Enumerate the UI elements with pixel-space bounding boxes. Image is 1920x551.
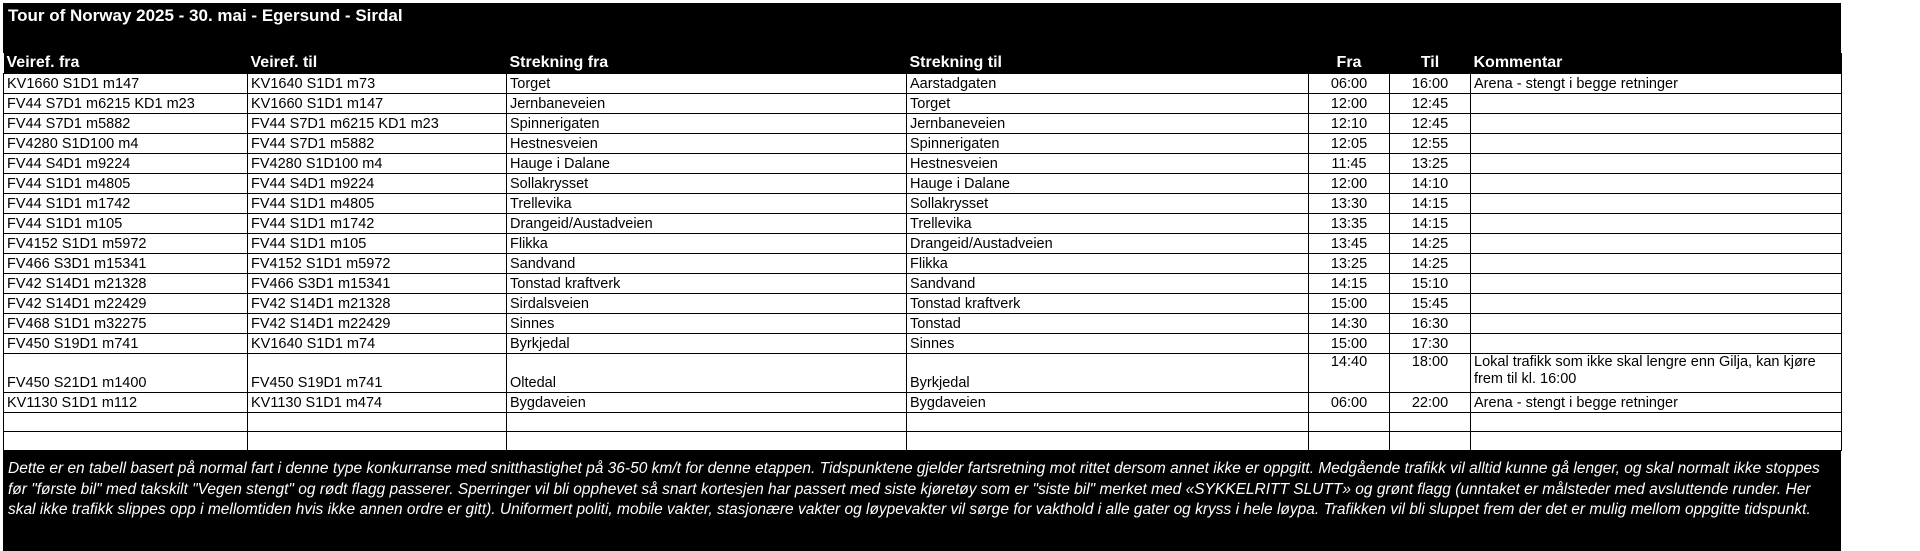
- cell-veiref-fra: FV44 S7D1 m6215 KD1 m23: [4, 94, 248, 114]
- cell-veiref-fra: FV44 S4D1 m9224: [4, 154, 248, 174]
- cell-fra: 14:40: [1309, 354, 1390, 393]
- cell-veiref-fra: FV44 S1D1 m1742: [4, 194, 248, 214]
- cell-strekning-fra: Sirdalsveien: [507, 294, 907, 314]
- header-til: Til: [1390, 53, 1471, 74]
- cell-kommentar: [1471, 214, 1842, 234]
- cell-til: 12:55: [1390, 134, 1471, 154]
- cell-veiref-til: KV1130 S1D1 m474: [248, 393, 507, 413]
- cell-til: 17:30: [1390, 334, 1471, 354]
- schedule-sheet: [3, 3, 1841, 551]
- cell-fra: 13:25: [1309, 254, 1390, 274]
- cell-veiref-til: FV4280 S1D100 m4: [248, 154, 507, 174]
- cell-strekning-til: Tonstad: [907, 314, 1309, 334]
- cell-til: 14:25: [1390, 254, 1471, 274]
- cell-fra: 15:00: [1309, 334, 1390, 354]
- cell-veiref-til: KV1640 S1D1 m74: [248, 334, 507, 354]
- cell-veiref-fra: FV44 S7D1 m5882: [4, 114, 248, 134]
- cell-fra: 06:00: [1309, 393, 1390, 413]
- cell-veiref-til: FV44 S7D1 m6215 KD1 m23: [248, 114, 507, 134]
- header-veiref-fra: Veiref. fra: [4, 53, 248, 74]
- table-row: [4, 214, 1842, 234]
- header-strekning-fra: Strekning fra: [507, 53, 907, 74]
- cell-veiref-til: KV1640 S1D1 m73: [248, 74, 507, 94]
- table-row: [4, 393, 1842, 413]
- sheet-title: Tour of Norway 2025 - 30. mai - Egersund - Sirdal: [3, 3, 1841, 53]
- cell-veiref-fra: FV42 S14D1 m22429: [4, 294, 248, 314]
- empty-cell: [1309, 432, 1390, 451]
- cell-strekning-fra: Sandvand: [507, 254, 907, 274]
- empty-cell: [1390, 432, 1471, 451]
- table-row: [4, 234, 1842, 254]
- cell-veiref-til: FV42 S14D1 m21328: [248, 294, 507, 314]
- cell-strekning-fra: Flikka: [507, 234, 907, 254]
- cell-veiref-til: FV4152 S1D1 m5972: [248, 254, 507, 274]
- cell-veiref-fra: FV450 S19D1 m741: [4, 334, 248, 354]
- cell-veiref-fra: FV44 S1D1 m105: [4, 214, 248, 234]
- cell-veiref-fra: KV1130 S1D1 m112: [4, 393, 248, 413]
- table-row: [4, 114, 1842, 134]
- cell-strekning-til: Sollakrysset: [907, 194, 1309, 214]
- cell-strekning-fra: Torget: [507, 74, 907, 94]
- cell-til: 15:45: [1390, 294, 1471, 314]
- empty-cell: [1390, 413, 1471, 432]
- empty-cell: [248, 432, 507, 451]
- empty-cell: [4, 413, 248, 432]
- cell-kommentar: [1471, 114, 1842, 134]
- header-row: [4, 53, 1842, 74]
- table-row: [4, 354, 1842, 393]
- empty-cell: [1471, 432, 1842, 451]
- cell-til: 14:15: [1390, 214, 1471, 234]
- cell-kommentar: [1471, 234, 1842, 254]
- table-row: [4, 274, 1842, 294]
- table-row: [4, 154, 1842, 174]
- cell-veiref-fra: KV1660 S1D1 m147: [4, 74, 248, 94]
- cell-veiref-til: FV466 S3D1 m15341: [248, 274, 507, 294]
- cell-kommentar: [1471, 134, 1842, 154]
- cell-veiref-fra: FV468 S1D1 m32275: [4, 314, 248, 334]
- header-veiref-til: Veiref. til: [248, 53, 507, 74]
- cell-kommentar: Lokal trafikk som ikke skal lengre enn Gilja, kan kjøre frem til kl. 16:00: [1471, 354, 1842, 393]
- table-row: [4, 94, 1842, 114]
- cell-til: 13:25: [1390, 154, 1471, 174]
- cell-strekning-til: Torget: [907, 94, 1309, 114]
- cell-strekning-til: Trellevika: [907, 214, 1309, 234]
- cell-strekning-fra: Oltedal: [507, 354, 907, 393]
- header-strekning-til: Strekning til: [907, 53, 1309, 74]
- cell-veiref-fra: FV4152 S1D1 m5972: [4, 234, 248, 254]
- cell-strekning-til: Hestnesveien: [907, 154, 1309, 174]
- table-row: [4, 134, 1842, 154]
- cell-strekning-fra: Sinnes: [507, 314, 907, 334]
- cell-fra: 15:00: [1309, 294, 1390, 314]
- empty-row: [4, 432, 1842, 451]
- cell-til: 15:10: [1390, 274, 1471, 294]
- cell-veiref-til: FV44 S1D1 m4805: [248, 194, 507, 214]
- empty-cell: [1309, 413, 1390, 432]
- header-fra: Fra: [1309, 53, 1390, 74]
- cell-kommentar: [1471, 154, 1842, 174]
- empty-cell: [507, 413, 907, 432]
- cell-strekning-til: Spinnerigaten: [907, 134, 1309, 154]
- cell-til: 22:00: [1390, 393, 1471, 413]
- cell-kommentar: [1471, 274, 1842, 294]
- cell-strekning-fra: Byrkjedal: [507, 334, 907, 354]
- cell-til: 12:45: [1390, 94, 1471, 114]
- cell-kommentar: [1471, 294, 1842, 314]
- cell-strekning-til: Hauge i Dalane: [907, 174, 1309, 194]
- table-row: [4, 174, 1842, 194]
- empty-cell: [507, 432, 907, 451]
- cell-strekning-fra: Tonstad kraftverk: [507, 274, 907, 294]
- cell-fra: 14:30: [1309, 314, 1390, 334]
- table-row: [4, 314, 1842, 334]
- cell-til: 14:25: [1390, 234, 1471, 254]
- empty-cell: [4, 432, 248, 451]
- cell-fra: 14:15: [1309, 274, 1390, 294]
- cell-kommentar: [1471, 94, 1842, 114]
- cell-veiref-til: FV44 S1D1 m105: [248, 234, 507, 254]
- cell-veiref-til: FV450 S19D1 m741: [248, 354, 507, 393]
- cell-veiref-til: FV44 S7D1 m5882: [248, 134, 507, 154]
- cell-veiref-fra: FV450 S21D1 m1400: [4, 354, 248, 393]
- cell-strekning-til: Tonstad kraftverk: [907, 294, 1309, 314]
- cell-veiref-til: FV42 S14D1 m22429: [248, 314, 507, 334]
- empty-row: [4, 413, 1842, 432]
- cell-strekning-til: Byrkjedal: [907, 354, 1309, 393]
- cell-fra: 12:10: [1309, 114, 1390, 134]
- cell-fra: 13:35: [1309, 214, 1390, 234]
- cell-veiref-fra: FV466 S3D1 m15341: [4, 254, 248, 274]
- cell-fra: 12:05: [1309, 134, 1390, 154]
- cell-kommentar: Arena - stengt i begge retninger: [1471, 393, 1842, 413]
- cell-strekning-til: Flikka: [907, 254, 1309, 274]
- cell-strekning-fra: Trellevika: [507, 194, 907, 214]
- empty-cell: [1471, 413, 1842, 432]
- cell-strekning-til: Bygdaveien: [907, 393, 1309, 413]
- cell-veiref-til: FV44 S4D1 m9224: [248, 174, 507, 194]
- cell-strekning-til: Drangeid/Austadveien: [907, 234, 1309, 254]
- cell-strekning-fra: Bygdaveien: [507, 393, 907, 413]
- cell-kommentar: [1471, 314, 1842, 334]
- header-kommentar: Kommentar: [1471, 53, 1842, 74]
- cell-strekning-til: Aarstadgaten: [907, 74, 1309, 94]
- cell-veiref-til: KV1660 S1D1 m147: [248, 94, 507, 114]
- empty-cell: [907, 432, 1309, 451]
- cell-fra: 06:00: [1309, 74, 1390, 94]
- cell-kommentar: Arena - stengt i begge retninger: [1471, 74, 1842, 94]
- cell-veiref-fra: FV42 S14D1 m21328: [4, 274, 248, 294]
- cell-strekning-fra: Hauge i Dalane: [507, 154, 907, 174]
- cell-veiref-fra: FV4280 S1D100 m4: [4, 134, 248, 154]
- table-row: [4, 194, 1842, 214]
- cell-til: 12:45: [1390, 114, 1471, 134]
- cell-fra: 13:45: [1309, 234, 1390, 254]
- cell-fra: 11:45: [1309, 154, 1390, 174]
- road-closure-table: [3, 53, 1842, 451]
- cell-til: 16:30: [1390, 314, 1471, 334]
- table-row: [4, 254, 1842, 274]
- empty-cell: [248, 413, 507, 432]
- cell-kommentar: [1471, 334, 1842, 354]
- cell-strekning-fra: Drangeid/Austadveien: [507, 214, 907, 234]
- cell-til: 16:00: [1390, 74, 1471, 94]
- cell-fra: 12:00: [1309, 94, 1390, 114]
- cell-til: 18:00: [1390, 354, 1471, 393]
- cell-kommentar: [1471, 254, 1842, 274]
- cell-strekning-fra: Hestnesveien: [507, 134, 907, 154]
- empty-cell: [907, 413, 1309, 432]
- cell-strekning-til: Sinnes: [907, 334, 1309, 354]
- cell-strekning-til: Jernbaneveien: [907, 114, 1309, 134]
- table-row: [4, 294, 1842, 314]
- footnote-text: Dette er en tabell basert på normal fart i denne type konkurranse med snitthastighet på 36-50 km/t for denne etappen. Tidspunktene gjelder fartsretning mot rittet dersom annet ikke er oppgitt. Medgående trafikk vil alltid kunne gå lenger, og skal normalt ikke stoppes før "første bil" med takskilt "Vegen stengt" og rødt flagg passerer. Sperringer vil bli opphevet så snart kortesjen har passert med siste kjøretøy som er "siste bil" merket med «SYKKELRITT SLUTT» og grønt flagg (unntaket er målsteder med avsluttende runder. Her skal ikke trafikk slippes opp i mellomtiden hvis ikke annen ordre er gitt). Uniformert politi, mobile vakter, stasjonære vakter og løypevakter vil sørge for vakthold i alle gater og kryss i hele løypa. Trafikken vil bli sluppet frem der det er mulig mellom oppgitte tidspunkt.: [3, 451, 1841, 551]
- cell-strekning-til: Sandvand: [907, 274, 1309, 294]
- cell-til: 14:15: [1390, 194, 1471, 214]
- table-body: [4, 74, 1842, 451]
- cell-veiref-til: FV44 S1D1 m1742: [248, 214, 507, 234]
- cell-fra: 13:30: [1309, 194, 1390, 214]
- cell-strekning-fra: Sollakrysset: [507, 174, 907, 194]
- cell-strekning-fra: Spinnerigaten: [507, 114, 907, 134]
- cell-kommentar: [1471, 194, 1842, 214]
- cell-til: 14:10: [1390, 174, 1471, 194]
- cell-fra: 12:00: [1309, 174, 1390, 194]
- cell-veiref-fra: FV44 S1D1 m4805: [4, 174, 248, 194]
- cell-kommentar: [1471, 174, 1842, 194]
- table-row: [4, 334, 1842, 354]
- table-row: [4, 74, 1842, 94]
- cell-strekning-fra: Jernbaneveien: [507, 94, 907, 114]
